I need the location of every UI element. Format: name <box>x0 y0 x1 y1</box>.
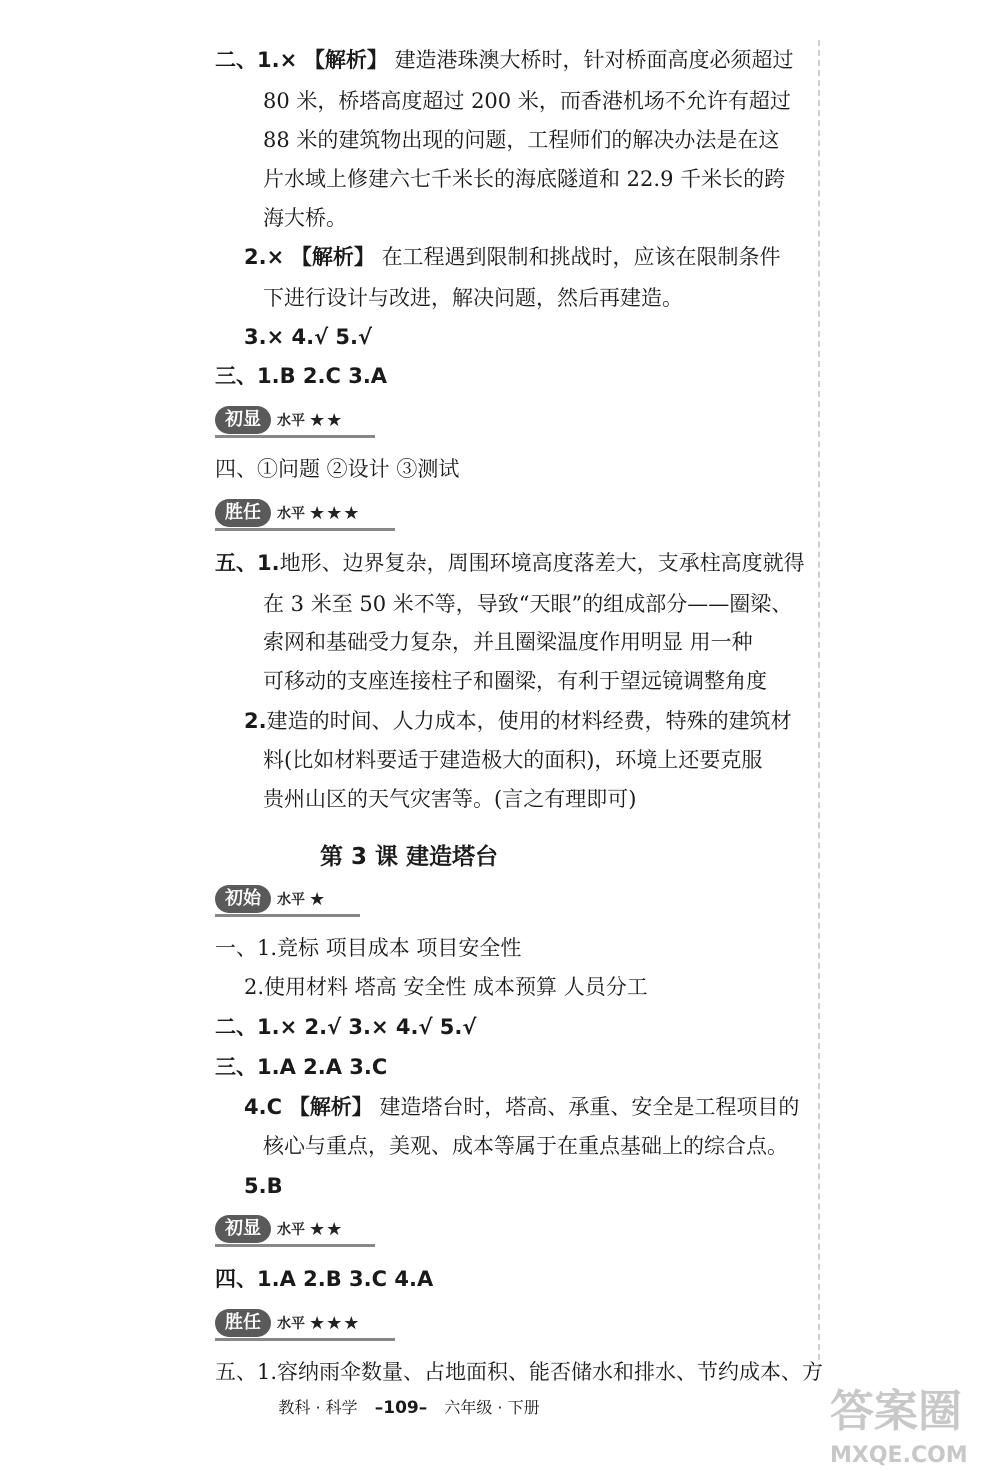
s2-q1-line-5: 海大桥。 <box>263 206 347 230</box>
badge-pill: 胜任 <box>215 1309 271 1337</box>
badge-level: 水平 <box>277 1316 305 1332</box>
badge-pill: 初显 <box>215 1215 271 1243</box>
s5-q1-line-4: 可移动的支座连接柱子和圈梁，有利于望远镜调整角度 <box>263 669 767 693</box>
level-badge-start <box>215 884 360 914</box>
s2-q1-text: 建造港珠澳大桥时，针对桥面高度必须超过 <box>394 48 794 72</box>
star-icon: ★★★ <box>309 1312 361 1334</box>
s2-q1-line-4: 片水域上修建六七千米长的海底隧道和 22.9 千米长的跨 <box>263 167 786 191</box>
star-icon: ★★★ <box>309 502 361 524</box>
l3-s1-q1: 一、1.竞标 项目成本 项目安全性 <box>215 936 522 960</box>
s4-answers: 四、①问题 ②设计 ③测试 <box>215 457 460 481</box>
l3-q5: 5.B <box>244 1174 283 1198</box>
page-footer <box>0 1395 818 1418</box>
s2-q1-line-2: 80 米，桥塔高度超过 200 米，而香港机场不允许有超过 <box>263 89 791 113</box>
s2-q1-line-1 <box>215 46 794 74</box>
badge-underline <box>215 528 395 531</box>
badge-pill: 初始 <box>215 885 271 913</box>
s5-q2-label: 2. <box>244 709 267 733</box>
badge-underline <box>215 914 360 917</box>
s2-q1-label: 二、1.× <box>215 48 298 72</box>
s2-q1-line-3: 88 米的建筑物出现的问题，工程师们的解决办法是在这 <box>263 128 780 152</box>
l3-s5-q1: 五、1.容纳雨伞数量、占地面积、能否储水和排水、节约成本、方 <box>215 1360 824 1384</box>
level-badge-show-2 <box>215 1214 375 1244</box>
l3-s2-answers: 二、1.× 2.√ 3.× 4.√ 5.√ <box>215 1015 477 1039</box>
s2-q2-line-2: 下进行设计与改进，解决问题，然后再建造。 <box>263 286 683 310</box>
badge-level: 水平 <box>277 413 305 429</box>
s5-q2-line-1 <box>244 707 792 735</box>
badge-underline <box>215 1338 395 1341</box>
badge-level: 水平 <box>277 1222 305 1238</box>
s5-q1-line-3: 索网和基础受力复杂，并且圈梁温度作用明显 用一种 <box>263 630 753 654</box>
s5-q1-line-1 <box>215 549 805 577</box>
s2-q2-text: 在工程遇到限制和挑战时，应该在限制条件 <box>381 245 781 269</box>
star-icon: ★★ <box>309 1218 344 1240</box>
s3-answers: 三、1.B 2.C 3.A <box>215 364 388 388</box>
l3-s1-q2: 2.使用材料 塔高 安全性 成本预算 人员分工 <box>244 975 648 999</box>
l3-q4-text: 建造塔台时，塔高、承重、安全是工程项目的 <box>379 1095 800 1119</box>
l3-q4-label: 4.C <box>244 1095 283 1119</box>
l3-s3-answers: 三、1.A 2.A 3.C <box>215 1055 388 1079</box>
badge-level: 水平 <box>277 892 305 908</box>
footer-subject: 教科 · 科学 <box>278 1398 358 1417</box>
s5-q1-line-2: 在 3 米至 50 米不等，导致“天眼”的组成部分——圈梁、 <box>263 592 793 616</box>
watermark-text: 答案圈 <box>830 1386 962 1437</box>
lesson-title: 第 3 课 建造塔台 <box>319 844 499 870</box>
s5-q1-label: 五、1. <box>215 551 280 575</box>
badge-underline <box>215 435 375 438</box>
star-icon: ★★ <box>309 409 344 431</box>
analysis-tag: 【解析】 <box>303 48 388 72</box>
badge-pill: 初显 <box>215 406 271 434</box>
s5-q1-text: 地形、边界复杂，周围环境高度落差大，支承柱高度就得 <box>279 551 805 575</box>
analysis-tag: 【解析】 <box>290 245 375 269</box>
s2-q2-label: 2.× <box>244 245 285 269</box>
l3-q4-line-2: 核心与重点，美观、成本等属于在重点基础上的综合点。 <box>263 1134 788 1158</box>
l3-q4-line-1 <box>244 1093 799 1121</box>
s5-q2-text: 建造的时间、人力成本，使用的材料经费，特殊的建筑材 <box>266 709 792 733</box>
level-badge-competent-2 <box>215 1308 395 1338</box>
s2-q2-line-1 <box>244 243 781 271</box>
watermark-url: MXQE.COM <box>830 1443 968 1468</box>
watermark-logo <box>830 1375 968 1468</box>
footer-grade: 六年级 · 下册 <box>444 1398 540 1417</box>
page-number: –109– <box>374 1398 428 1418</box>
s5-q2-line-3: 贵州山区的天气灾害等。(言之有理即可) <box>263 787 637 811</box>
badge-level: 水平 <box>277 506 305 522</box>
badge-pill: 胜任 <box>215 499 271 527</box>
analysis-tag: 【解析】 <box>288 1095 373 1119</box>
level-badge-competent <box>215 498 395 528</box>
column-divider <box>818 40 820 1370</box>
s5-q2-line-2: 料(比如材料要适于建造极大的面积)，环境上还要克服 <box>263 748 763 772</box>
badge-underline <box>215 1244 375 1247</box>
l3-s4-answers: 四、1.A 2.B 3.C 4.A <box>215 1267 434 1291</box>
s2-q3-5: 3.× 4.√ 5.√ <box>244 325 372 349</box>
level-badge-show <box>215 405 375 435</box>
star-icon: ★ <box>309 888 327 910</box>
